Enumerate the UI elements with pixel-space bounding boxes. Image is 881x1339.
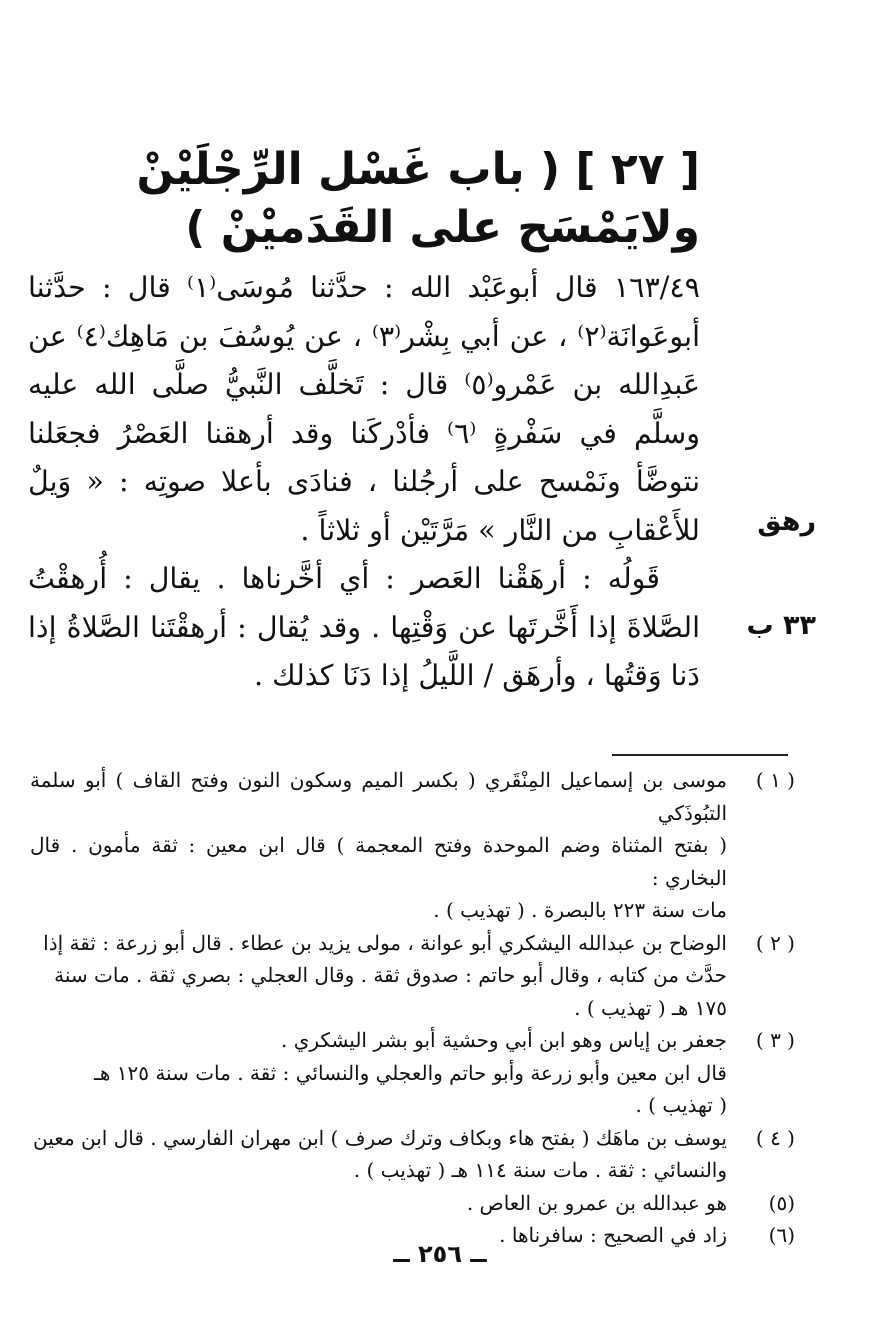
chapter-title: [ ٢٧ ] ( باب غَسْل الرِّجْلَيْنْ ولايَمْسَح على القَدَميْنْ ) — [136, 144, 700, 254]
footnote-line: مات سنة ٢٢٣ بالبصرة . ( تهذيب ) . — [433, 898, 727, 922]
footnote-line: هو عبدالله بن عمرو بن العاص . — [466, 1190, 727, 1215]
footnote-line: ( بفتح المثناة وضم الموحدة وفتح المعجمة ) قال ابن معين : ثقة مأمون . قال البخاري : — [30, 833, 727, 890]
footnote-text — [30, 1122, 727, 1187]
footnote-number: (٥) — [768, 1190, 795, 1215]
commentary-paragraph: قَولُه : أرهَقْنا العَصر : أي أخَّرناها . يقال : أُرهقْتُ الصَّلاةَ إذا أَخَّرتَها عن وَقْتِها . وقد يُقال : أرهقْتَنا الصَّلاةُ إذا دَنا وَقتُها ، وأرهَق / اللَّيلُ إذا دَنَا كذلك . — [28, 562, 700, 692]
footnote-text — [30, 1024, 727, 1122]
page-number: ــ ٢٥٦ ــ — [393, 1240, 487, 1268]
footnote-line: والنسائي : ثقة . مات سنة ١١٤ هـ ( تهذيب ) . — [353, 1158, 727, 1182]
footnote-number: (٦) — [768, 1223, 795, 1247]
footnote-text — [30, 927, 727, 1025]
hadith-text — [28, 264, 700, 701]
footnote-text — [30, 1187, 727, 1220]
footnote-number: ( ٢ ) — [755, 930, 795, 955]
margin-note-manuscript-folio: ٣٣ ب — [746, 610, 816, 641]
footnote-number: ( ١ ) — [755, 768, 795, 792]
hadith-paragraph: ١٦٣/٤٩ قال أبوعَبْد الله : حدَّثنا مُوسَى⁽١⁾ قال : حدَّثنا أبوعَوانَة⁽٢⁾ ، عن أبي بِشْر⁽٣⁾ ، عن يُوسُفَ بن مَاهِك⁽٤⁾ عن عَبدِالله بن عَمْرو⁽٥⁾ قال : تَخلَّف النَّبيُّ صلَّى الله عليه وسلَّم في سَفْرةٍ ⁽٦⁾ فأدْركَنا وقد أرهقنا العَصْرُ فجعَلنا نتوضَّأ ونَمْسح على أرجُلنا ، فنادَى بأعلا صوتِه : « وَيلٌ للأَعْقابِ من النَّار » مَرَّتَيْن أو ثلاثاً . — [28, 271, 700, 547]
footnote — [30, 927, 795, 1025]
footnote-line: قال ابن معين وأبو زرعة وأبو حاتم والعجلي والنسائي : ثقة . مات سنة ١٢٥ هـ — [93, 1060, 727, 1085]
footnote-line: يوسف بن ماهَك ( بفتح هاء وبكاف وترك صرف ) ابن مهران الفارسي . قال ابن معين — [33, 1125, 727, 1150]
footnote-line: الوضاح بن عبدالله اليشكري أبو عوانة ، مولى يزيد بن عطاء . قال أبو زرعة : ثقة إذا — [43, 930, 727, 955]
margin-note-root-word: رهق — [757, 506, 816, 537]
footnotes — [30, 764, 795, 1252]
footnote — [30, 1122, 795, 1187]
footnote-line: ( تهذيب ) . — [635, 1093, 727, 1117]
footnote-line: موسى بن إسماعيل المِنْقَري ( بكسر الميم وسكون النون وفتح القاف ) أبو سلمة التبُوذَكي — [30, 768, 728, 825]
footnote-divider — [612, 754, 788, 756]
footnote — [30, 1024, 795, 1122]
footnote-line: زاد في الصحيح : سافرناها . — [499, 1223, 727, 1247]
footnote-number: ( ٣ ) — [755, 1028, 795, 1052]
footnote — [30, 764, 795, 927]
footnote — [30, 1187, 795, 1220]
footnote-number: ( ٤ ) — [755, 1125, 795, 1150]
footnote-text — [30, 764, 727, 927]
footnote-line: حدَّث من كتابه ، وقال أبو حاتم : صدوق ثقة . وقال العجلي : بصري ثقة . مات سنة — [54, 963, 727, 987]
footnote-line: ١٧٥ هـ ( تهذيب ) . — [574, 995, 727, 1020]
footnote-line: جعفر بن إياس وهو ابن أبي وحشية أبو بشر اليشكري . — [281, 1028, 727, 1052]
